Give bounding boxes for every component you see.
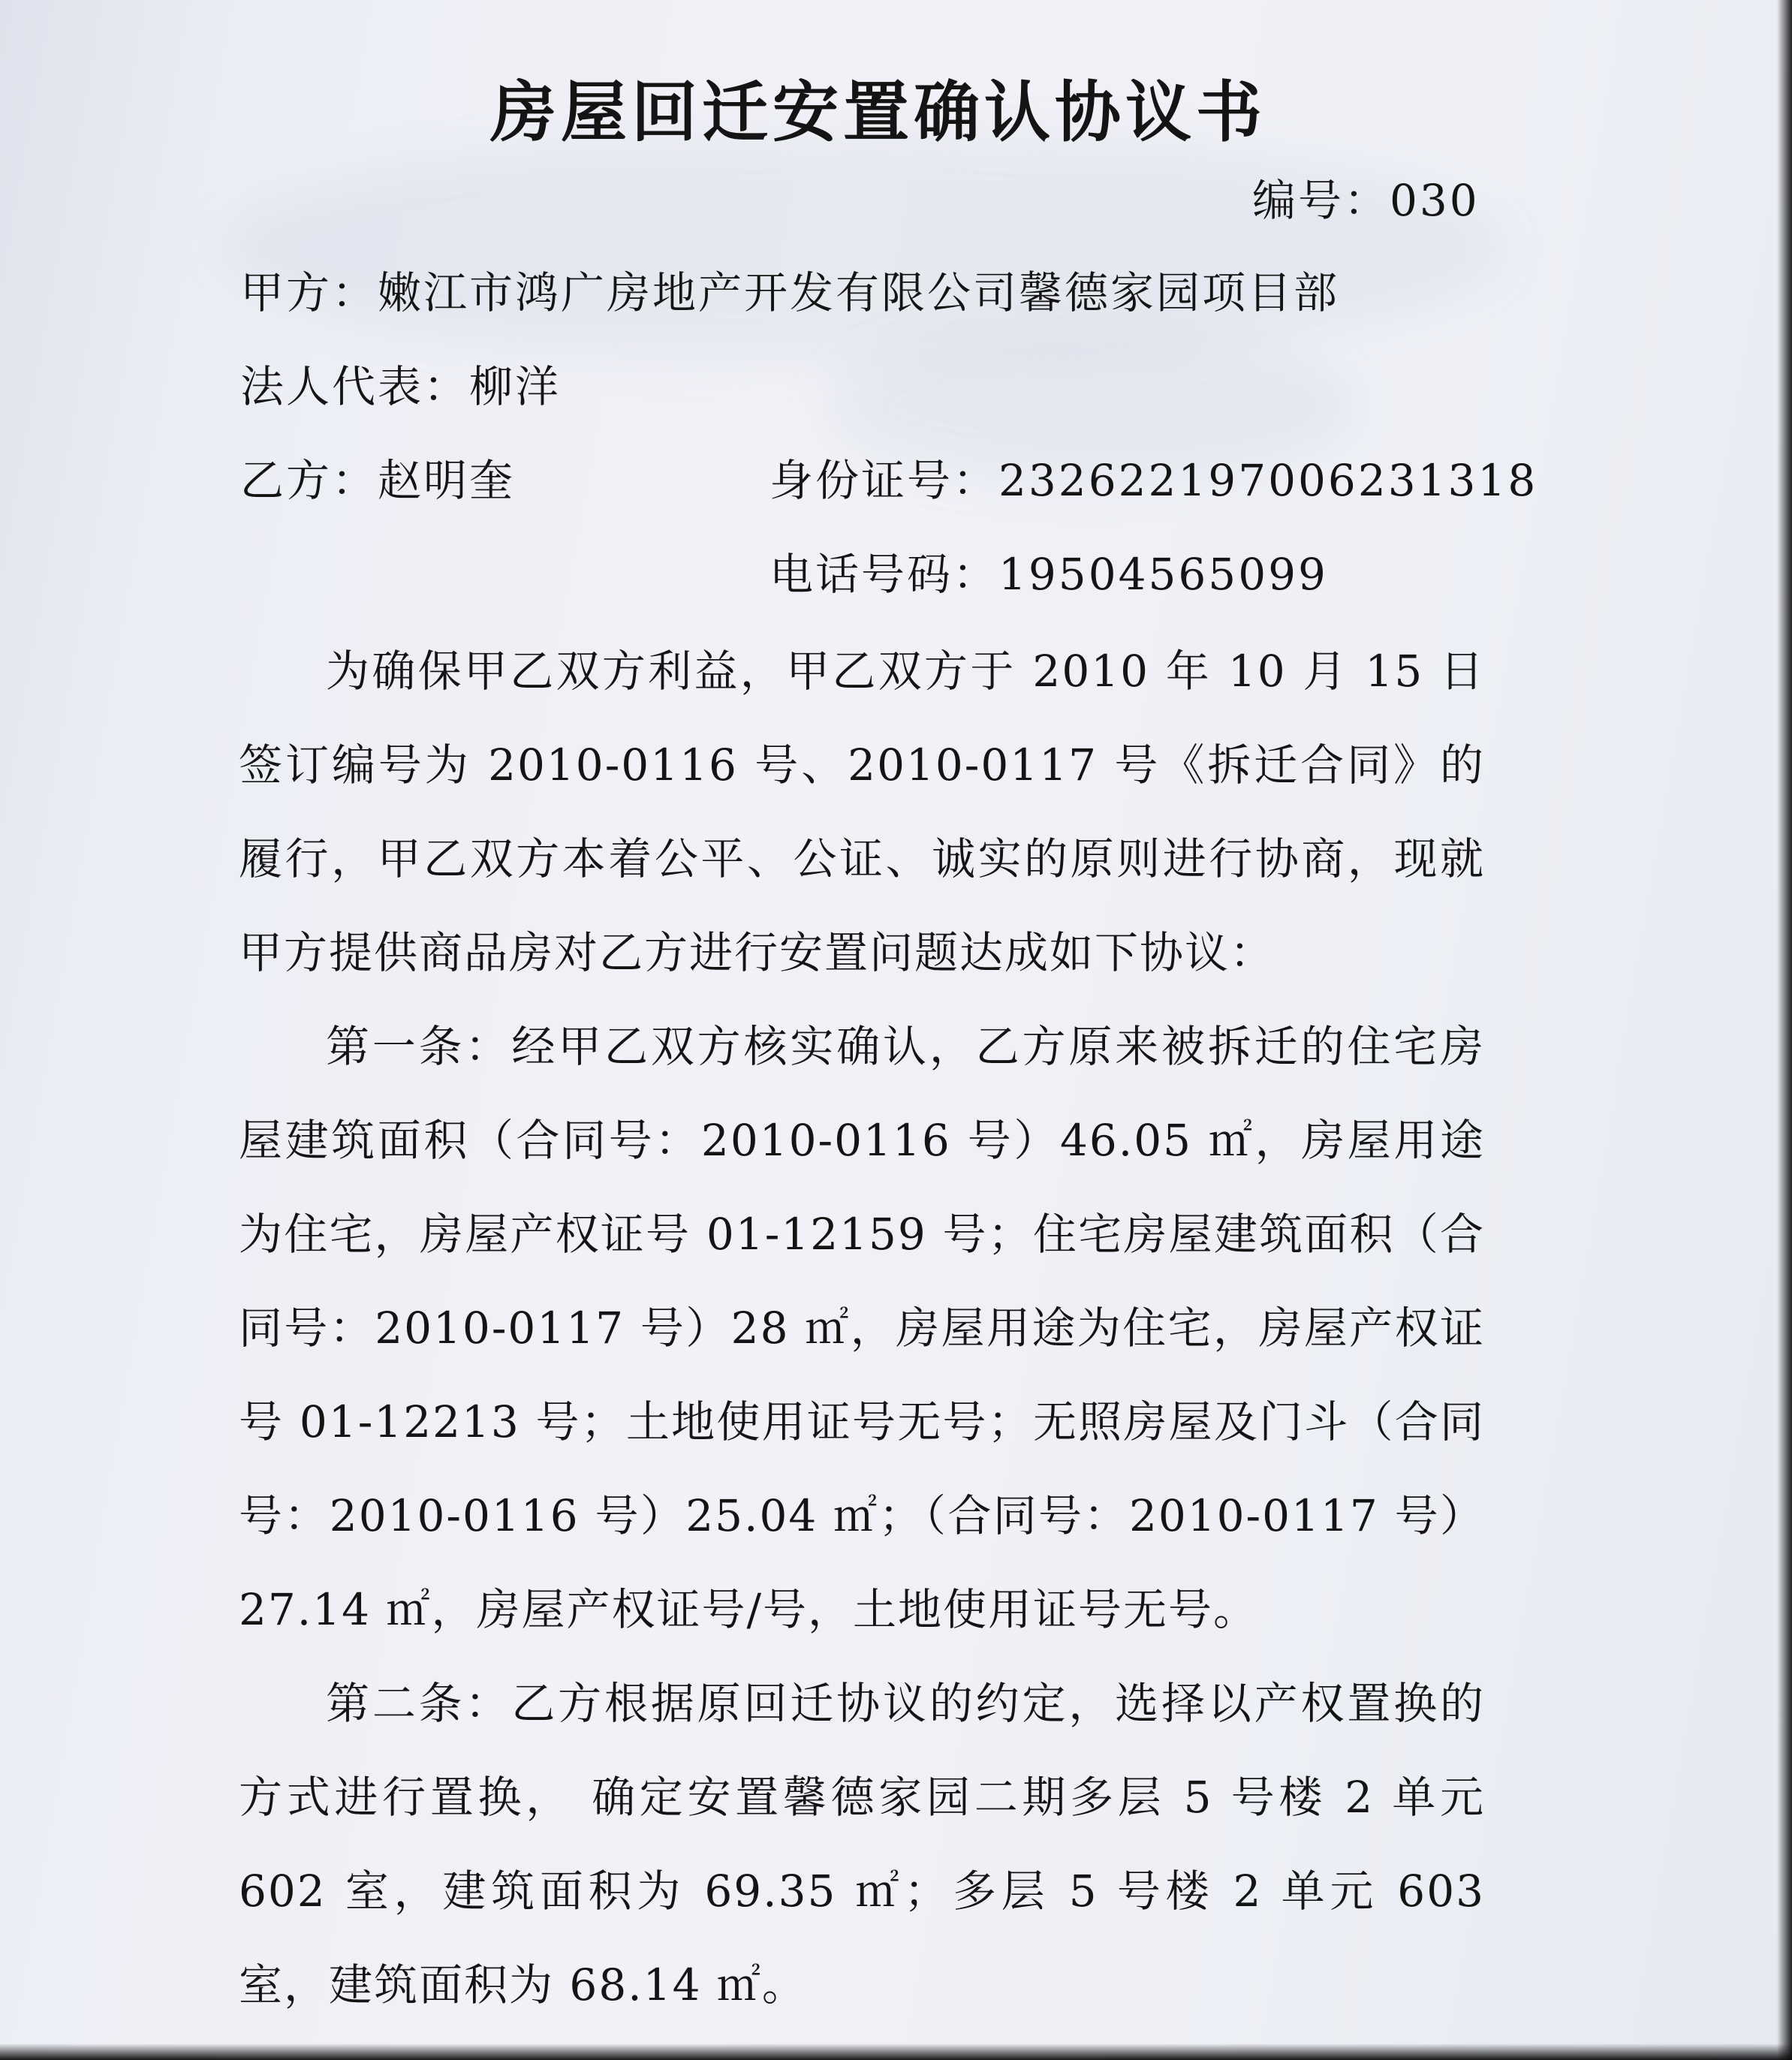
legal-representative: 法人代表：柳洋 xyxy=(240,361,562,412)
paragraph-intro: 为确保甲乙双方利益，甲乙双方于 2010 年 10 月 15 日签订编号为 2010-0116 号、2010-0117 号《拆迁合同》的履行，甲乙双方本着公平、公证、诚实的原则进行协商，现就甲方提供商品房对乙方进行安置问题达成如下协议： xyxy=(239,646,1485,978)
bleed-through-shadow xyxy=(225,135,1501,360)
paragraph-article-2: 第二条：乙方根据原回迁协议的约定，选择以产权置换的方式进行置换， 确定安置馨德家园二期多层 5 号楼 2 单元 602 室，建筑面积为 69.35 ㎡；多层 5 号楼 2 单元 603 室，建筑面积为 68.14 ㎡。 xyxy=(239,1678,1485,2010)
scan-edge-right xyxy=(1777,0,1792,2060)
party-a: 甲方：嫩江市鸿广房地产开发有限公司馨德家园项目部 xyxy=(240,267,1340,318)
phone-number: 电话号码：19504565099 xyxy=(770,549,1328,600)
paragraph-article-1: 第一条：经甲乙双方核实确认，乙方原来被拆迁的住宅房屋建筑面积（合同号：2010-0116 号）46.05 ㎡，房屋用途为住宅，房屋产权证号 01-12159 号；住宅房屋建筑面积（合同号：2010-0117 号）28 ㎡，房屋用途为住宅，房屋产权证号 01-12213 号；土地使用证号无号；无照房屋及门斗（合同号：2010-0116 号）25.04 ㎡；（合同号：2010-0117 号）27.14 ㎡，房屋产权证号/号，土地使用证号无号。 xyxy=(239,1021,1485,1635)
agreement-body xyxy=(239,625,1485,2032)
party-b: 乙方：赵明奎 xyxy=(240,455,516,506)
document-number: 编号：030 xyxy=(1252,175,1480,226)
document-title: 房屋回迁安置确认协议书 xyxy=(489,73,1266,151)
id-number: 身份证号：232622197006231318 xyxy=(770,455,1538,506)
scan-edge-bottom xyxy=(0,2043,1792,2060)
